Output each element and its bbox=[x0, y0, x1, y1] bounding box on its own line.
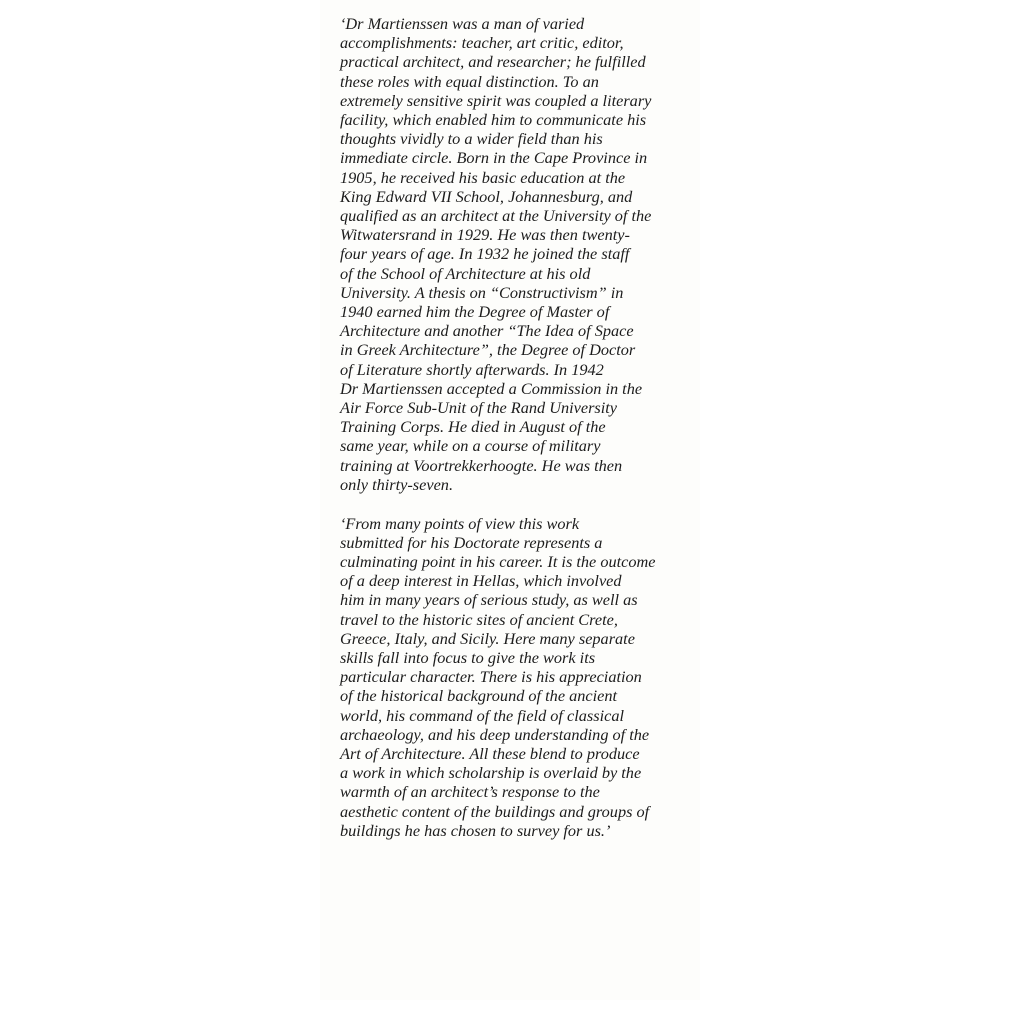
paragraph-biography bbox=[340, 14, 700, 494]
text-line: him in many years of serious study, as well as bbox=[340, 590, 638, 610]
text-line: Training Corps. He died in August of the bbox=[340, 417, 606, 437]
text-line: 1905, he received his basic education at the bbox=[340, 167, 626, 187]
paragraph-doctorate bbox=[340, 514, 700, 840]
text-line: aesthetic content of the buildings and groups of bbox=[340, 801, 650, 821]
text-line: King Edward VII School, Johannesburg, and bbox=[340, 186, 633, 206]
text-line: submitted for his Doctorate represents a bbox=[340, 532, 603, 552]
text-line: ‘Dr Martienssen was a man of varied bbox=[340, 14, 585, 33]
text-line: Greece, Italy, and Sicily. Here many separate bbox=[340, 628, 635, 648]
text-line: skills fall into focus to give the work its bbox=[340, 648, 596, 667]
text-line: facility, which enabled him to communicate his bbox=[340, 110, 647, 130]
text-line: training at Voortrekkerhoogte. He was then bbox=[340, 455, 623, 475]
text-line: immediate circle. Born in the Cape Province in bbox=[340, 148, 648, 168]
text-line: Architecture and another “The Idea of Space bbox=[340, 321, 634, 341]
text-line: travel to the historic sites of ancient Crete, bbox=[340, 609, 618, 629]
text-line: these roles with equal distinction. To an bbox=[340, 71, 599, 91]
text-line: University. A thesis on “Constructivism” in bbox=[340, 282, 624, 302]
text-line: accomplishments: teacher, art critic, editor, bbox=[340, 33, 624, 53]
text-line: culminating point in his career. It is the outcome bbox=[340, 551, 656, 571]
text-line: practical architect, and researcher; he fulfilled bbox=[340, 52, 646, 72]
text-line: of the School of Architecture at his old bbox=[340, 263, 591, 283]
text-line: warmth of an architect’s response to the bbox=[340, 782, 600, 802]
text-line: only thirty-seven. bbox=[340, 474, 454, 494]
text-line: extremely sensitive spirit was coupled a literary bbox=[340, 90, 652, 110]
text-block bbox=[340, 14, 700, 840]
text-line: Air Force Sub-Unit of the Rand University bbox=[340, 398, 618, 418]
text-line: in Greek Architecture”, the Degree of Doctor bbox=[340, 340, 636, 360]
text-line: archaeology, and his deep understanding of the bbox=[340, 724, 650, 744]
text-line: 1940 earned him the Degree of Master of bbox=[340, 302, 610, 322]
text-line: Art of Architecture. All these blend to produce bbox=[340, 744, 640, 764]
text-line: a work in which scholarship is overlaid by the bbox=[340, 763, 642, 783]
text-line: four years of age. In 1932 he joined the staff bbox=[340, 244, 630, 264]
text-line: particular character. There is his appreciation bbox=[340, 667, 642, 687]
text-line: of a deep interest in Hellas, which involved bbox=[340, 571, 622, 591]
text-line: Witwatersrand in 1929. He was then twenty- bbox=[340, 225, 630, 245]
text-line: ‘From many points of view this work bbox=[340, 513, 580, 533]
text-line: of Literature shortly afterwards. In 1942 bbox=[340, 359, 604, 379]
text-line: world, his command of the field of classical bbox=[340, 705, 624, 725]
text-line: Dr Martienssen accepted a Commission in the bbox=[340, 378, 643, 398]
text-line: of the historical background of the ancient bbox=[340, 686, 618, 706]
text-line: thoughts vividly to a wider field than his bbox=[340, 129, 603, 149]
text-line: qualified as an architect at the University of the bbox=[340, 206, 652, 226]
text-line: buildings he has chosen to survey for us.’ bbox=[340, 820, 611, 840]
text-line: same year, while on a course of military bbox=[340, 436, 601, 456]
